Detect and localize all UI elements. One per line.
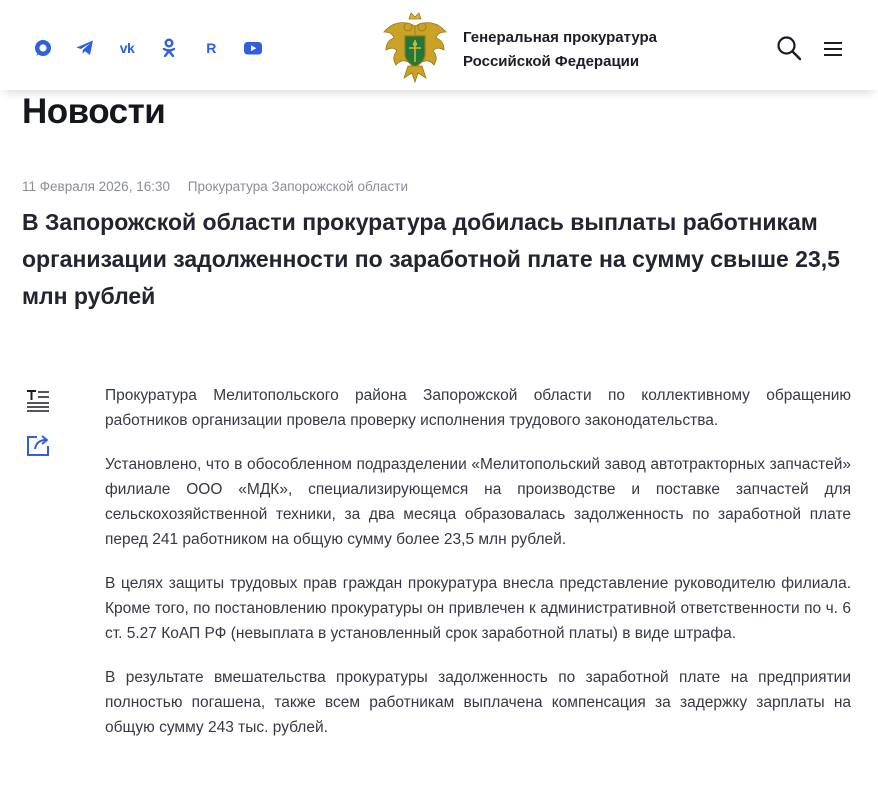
- text-size-icon[interactable]: [24, 387, 52, 415]
- org-name-line1: Генеральная прокуратура: [463, 29, 657, 46]
- news-headline: В Запорожской области прокуратура добилась выплаты работникам организации задолженности по заработной плате на сумму свыше 23,5 млн рублей: [22, 209, 840, 309]
- org-name-line2: Российской Федерации: [463, 53, 640, 70]
- emblem-logo[interactable]: [380, 10, 450, 84]
- article-paragraph: В целях защиты трудовых прав граждан прокуратура внесла представление руководителю филиала. Кроме того, по постановлению прокуратуры он привлечен к административной ответственности по ч. 6 ст. 5.27 КоАП РФ (невыплата в установленный срок заработной платы) в виде штрафа.: [105, 574, 851, 643]
- article-paragraph: Прокуратура Мелитопольского района Запорожской области по коллективному обращению работников организации провела проверку исполнения трудового законодательства.: [105, 387, 851, 430]
- news-source-link[interactable]: Прокуратура Запорожской области: [187, 179, 409, 194]
- youtube-icon[interactable]: [242, 37, 264, 59]
- news-meta: [22, 179, 408, 194]
- telegram-icon[interactable]: [74, 37, 96, 59]
- article-paragraph: Установлено, что в обособленном подразделении «Мелитопольский завод автотракторных запчастей» филиале ООО «МДК», специализирующемся на производстве и поставке запчастей для сельскохозяйственной техники, за два месяца образовалась задолженность по заработной плате перед 241 работником на общую сумму более 23,5 млн рублей.: [105, 455, 851, 549]
- odnoklassniki-icon[interactable]: [158, 37, 180, 59]
- page-title: Новости: [22, 92, 166, 131]
- hamburger-menu-icon[interactable]: [823, 40, 843, 58]
- news-date: 11 Февраля 2026, 16:30: [22, 179, 170, 194]
- search-icon[interactable]: [776, 35, 802, 61]
- rutube-icon[interactable]: R: [206, 40, 216, 56]
- site-header: [0, 0, 878, 90]
- article-body: [105, 383, 851, 759]
- max-icon[interactable]: [32, 37, 54, 59]
- social-links: [32, 37, 284, 59]
- article-paragraph: В результате вмешательства прокуратуры задолженность по заработной плате на предприятии полностью погашена, также всем работникам выплачена компенсация за задержку зарплаты на общую сумму 243 тыс. рублей.: [105, 668, 851, 737]
- share-icon[interactable]: [24, 431, 52, 459]
- vk-icon[interactable]: vk: [119, 40, 135, 56]
- org-name[interactable]: [463, 26, 657, 74]
- article-tools: [24, 387, 54, 475]
